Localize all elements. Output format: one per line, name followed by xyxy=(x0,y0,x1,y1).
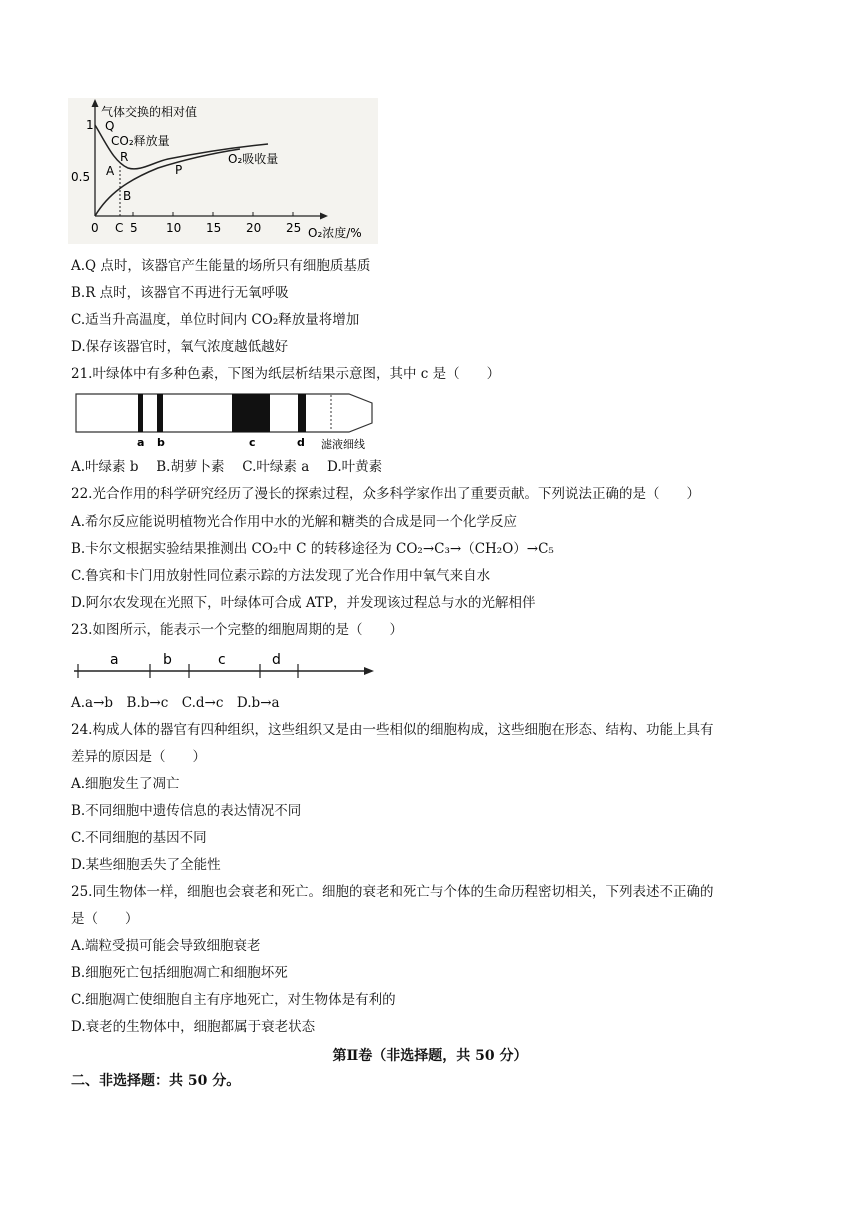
q25-stem-line1: 25.同生物体一样，细胞也会衰老和死亡。细胞的衰老和死亡与个体的生命历程密切相关，下列表述不正确的 xyxy=(71,884,714,900)
q20-option-b: B.R 点时，该器官不再进行无氧呼吸 xyxy=(71,285,289,301)
graph-xtick-c: C xyxy=(115,221,124,235)
q25-option-b: B.细胞死亡包括细胞凋亡和细胞坏死 xyxy=(71,965,288,981)
section-subtitle: 二、非选择题：共 50 分。 xyxy=(71,1073,241,1089)
q20-option-c: C.适当升高温度，单位时间内 CO₂释放量将增加 xyxy=(71,312,360,328)
q23-options: A.a→b B.b→c C.d→c D.b→a xyxy=(71,695,280,711)
band-label-c: c xyxy=(249,436,256,449)
graph-series-o2: O₂吸收量 xyxy=(228,152,279,166)
graph-xtick-5: 5 xyxy=(130,221,138,235)
q22-stem: 22.光合作用的科学研究经历了漫长的探索过程，众多科学家作出了重要贡献。下列说法正确的是（ ） xyxy=(71,486,700,502)
q25-stem-line2: 是（ ） xyxy=(71,911,139,927)
q20-option-a: A.Q 点时，该器官产生能量的场所只有细胞质基质 xyxy=(71,258,371,274)
q22-option-d: D.阿尔农发现在光照下，叶绿体可合成 ATP，并发现该过程总与水的光解相伴 xyxy=(71,595,536,611)
graph-xtick-20: 20 xyxy=(246,221,262,235)
q25-option-a: A.端粒受损可能会导致细胞衰老 xyxy=(71,938,261,954)
graph-xtick-15: 15 xyxy=(206,221,222,235)
q24-option-b: B.不同细胞中遗传信息的表达情况不同 xyxy=(71,803,302,819)
q24-stem-line1: 24.构成人体的器官有四种组织，这些组织又是由一些相似的细胞构成，这些细胞在形态、结构、功能上具有 xyxy=(71,722,714,738)
graph-xlabel: O₂浓度/% xyxy=(308,226,362,240)
q24-option-c: C.不同细胞的基因不同 xyxy=(71,830,207,846)
q25-option-d: D.衰老的生物体中，细胞都属于衰老状态 xyxy=(71,1019,316,1035)
graph-xtick-0: 0 xyxy=(91,221,99,235)
chromatography-strip xyxy=(74,391,384,453)
graph-label-r: R xyxy=(120,150,129,164)
gas-exchange-graph xyxy=(68,98,378,244)
filter-line-label: 滤液细线 xyxy=(321,438,365,451)
q24-option-a: A.细胞发生了凋亡 xyxy=(71,776,180,792)
q22-option-c: C.鲁宾和卡门用放射性同位素示踪的方法发现了光合作用中氧气来自水 xyxy=(71,568,491,584)
segment-label-d: d xyxy=(272,652,281,668)
section-title: 第Ⅱ卷（非选择题，共 50 分） xyxy=(332,1048,528,1064)
graph-label-q: Q xyxy=(105,119,115,133)
graph-label-b: B xyxy=(123,189,132,203)
segment-label-a: a xyxy=(110,652,119,668)
q22-option-a: A.希尔反应能说明植物光合作用中水的光解和糖类的合成是同一个化学反应 xyxy=(71,514,518,530)
band-label-a: a xyxy=(137,436,145,449)
band-label-d: d xyxy=(297,436,305,449)
q22-option-b: B.卡尔文根据实验结果推测出 CO₂中 C 的转移途径为 CO₂→C₃→（CH₂O）→C₅ xyxy=(71,541,554,557)
q24-stem-line2: 差异的原因是（ ） xyxy=(71,749,206,765)
segment-label-c: c xyxy=(218,652,226,668)
q21-stem: 21.叶绿体中有多种色素，下图为纸层析结果示意图，其中 c 是（ ） xyxy=(71,366,501,382)
graph-label-a: A xyxy=(106,164,115,178)
q23-stem: 23.如图所示，能表示一个完整的细胞周期的是（ ） xyxy=(71,622,403,638)
graph-series-co2: CO₂释放量 xyxy=(111,134,170,148)
graph-ylabel: 气体交换的相对值 xyxy=(101,105,198,119)
graph-ytick-05: 0.5 xyxy=(71,170,91,184)
band-label-b: b xyxy=(157,436,165,449)
graph-label-p: P xyxy=(175,163,183,177)
q21-options: A.叶绿素 b B.胡萝卜素 C.叶绿素 a D.叶黄素 xyxy=(71,459,383,475)
graph-xtick-25: 25 xyxy=(286,221,302,235)
q24-option-d: D.某些细胞丢失了全能性 xyxy=(71,857,221,873)
graph-ytick-1: 1 xyxy=(86,118,94,132)
graph-xtick-10: 10 xyxy=(166,221,182,235)
q25-option-c: C.细胞凋亡使细胞自主有序地死亡，对生物体是有利的 xyxy=(71,992,396,1008)
q20-option-d: D.保存该器官时，氧气浓度越低越好 xyxy=(71,339,289,355)
cell-cycle-line xyxy=(72,648,382,682)
segment-label-b: b xyxy=(163,652,172,668)
